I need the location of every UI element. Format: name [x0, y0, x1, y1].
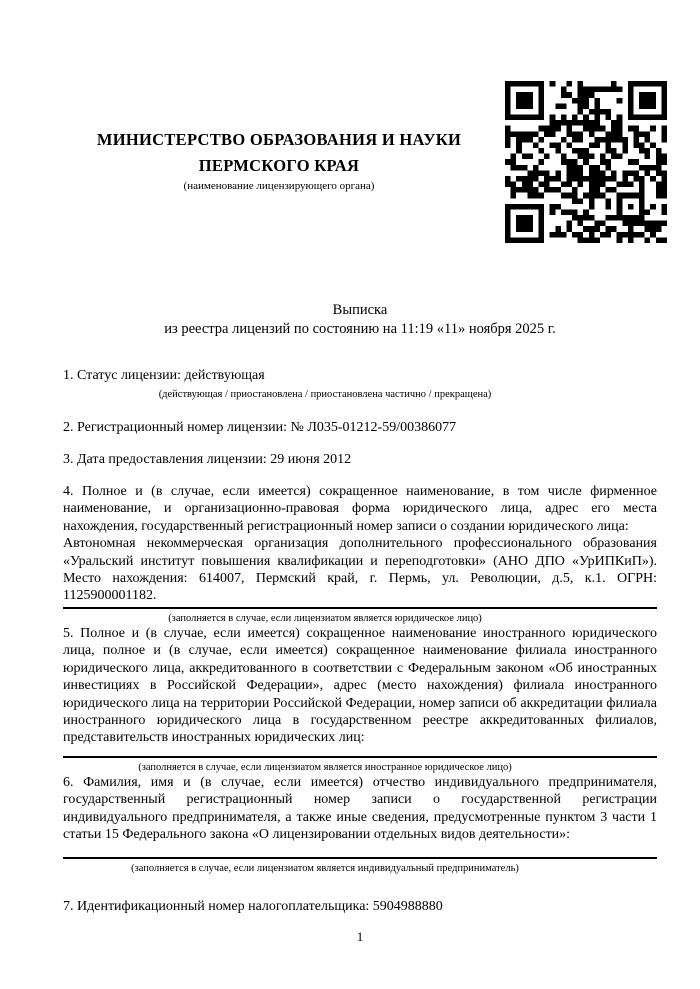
foreign-entity-rule [63, 756, 657, 758]
individual-entrepreneur-caption: (заполняется в случае, если лицензиатом является индивидуальный предприниматель) [131, 862, 519, 874]
document-title-line1: Выписка [332, 302, 388, 318]
license-status-caption: (действующая / приостановлена / приостановлена частично / прекращена) [158, 389, 492, 400]
section-individual-entrepreneur [63, 774, 657, 875]
section-taxpayer-number [63, 898, 657, 915]
legal-entity-rule [63, 607, 657, 609]
section-legal-entity [63, 483, 657, 625]
section-foreign-entity [63, 625, 657, 774]
legal-entity-label: 4. Полное и (в случае, если имеется) сокращенное наименование, в том числе фирменное наименование, и организационно-правовая форма юридического лица, адрес его места нахождения, государственный регистрационный номер записи о создании юридического лица: [63, 484, 657, 534]
individual-entrepreneur-rule [63, 857, 657, 859]
taxpayer-number-text: 7. Идентификационный номер налогоплательщика: 5904988880 [63, 899, 443, 914]
section-license-status [63, 367, 657, 401]
license-status-text: 1. Статус лицензии: действующая [63, 368, 265, 383]
authority-caption: (наименование лицензирующего органа) [183, 180, 375, 192]
foreign-entity-caption: (заполняется в случае, если лицензиатом является иностранное юридическое лицо) [138, 761, 512, 773]
page-content [63, 0, 657, 989]
authority-name: МИНИСТЕРСТВО ОБРАЗОВАНИЯ И НАУКИ ПЕРМСКОГО КРАЯ [96, 130, 462, 175]
section-registration-number [63, 419, 657, 436]
document-title [63, 301, 657, 338]
page-number: 1 [356, 929, 364, 944]
foreign-entity-label: 5. Полное и (в случае, если имеется) сокращенное наименование иностранного юридического лица, полное и (в случае, если имеется) сокращенное наименование филиала иностранного юридического лица, аккредитованного в соответствии с Федеральным законом «Об иностранных инвестициях в Российской Федерации», адрес (место нахождения) филиала иностранного юридического лица на территории Российской Федерации, номер записи об аккредитации филиала иностранного юридического лица в государственном реестре аккредитованных филиалов, представительств иностранных юридических лиц: [63, 626, 657, 746]
legal-entity-value: Автономная некоммерческая организация дополнительного профессионального образования «Уральский институт повышения квалификации и переподготовки» (АНО ДПО «УрИПКиП»). Место нахождения: 614007, Пермский край, г. Пермь, ул. Революции, д.5, к.1. ОГРН: 1125900001182. [63, 536, 657, 604]
licensing-authority-block [63, 127, 495, 193]
individual-entrepreneur-label: 6. Фамилия, имя и (в случае, если имеется) отчество индивидуального предпринимателя, государственный регистрационный номер записи о государственной регистрации индивидуального предпринимателя, а также иные сведения, предусмотренные пунктом 3 части 1 статьи 15 Федерального закона «О лицензировании отдельных видов деятельности»: [63, 775, 657, 843]
legal-entity-caption: (заполняется в случае, если лицензиатом является юридическое лицо) [168, 612, 482, 624]
grant-date-text: 3. Дата предоставления лицензии: 29 июня 2012 [63, 452, 352, 467]
document-title-line2: из реестра лицензий по состоянию на 11:19 «11» ноября 2025 г. [164, 320, 556, 337]
registration-number-text: 2. Регистрационный номер лицензии: № Л035-01212-59/00386077 [63, 420, 457, 435]
section-grant-date [63, 451, 657, 468]
